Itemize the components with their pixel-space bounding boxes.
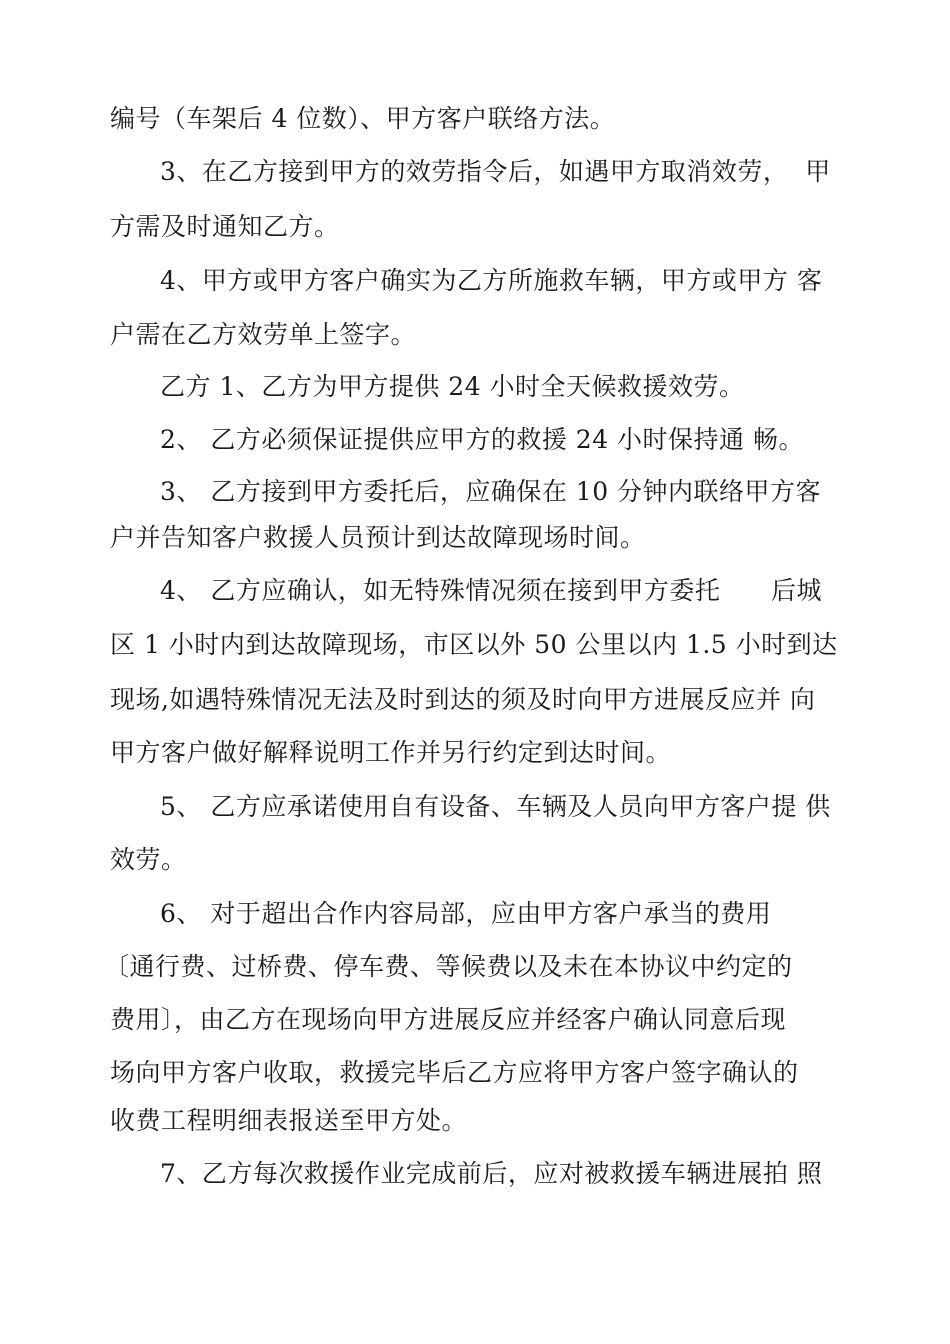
text-line-14: 5、 乙方应承诺使用自有设备、车辆及人员向甲方客户提 供 (160, 792, 831, 821)
text-line-11: 区 1 小时内到达故障现场，市区以外 50 公里以内 1.5 小时到达 (110, 630, 838, 659)
text-line-16: 6、 对于超出合作内容局部，应由甲方客户承当的费用 (160, 899, 772, 928)
text-line-3: 方需及时通知乙方。 (110, 212, 340, 241)
text-line-15: 效劳。 (110, 845, 187, 874)
text-line-2: 3、在乙方接到甲方的效劳指令后，如遇甲方取消效劳， 甲 (160, 157, 831, 186)
text-line-9: 户并告知客户救援人员预计到达故障现场时间。 (110, 523, 646, 552)
text-line-1: 编号（车架后 4 位数）、甲方客户联络方法。 (110, 104, 616, 133)
text-line-13: 甲方客户做好解释说明工作并另行约定到达时间。 (110, 738, 672, 767)
text-line-21: 7、乙方每次救援作业完成前后，应对被救援车辆进展拍 照 (160, 1159, 823, 1188)
text-line-17: 〔通行费、过桥费、停车费、等候费以及未在本协议中约定的 (104, 952, 793, 981)
text-line-20: 收费工程明细表报送至甲方处。 (110, 1106, 468, 1135)
text-line-10: 4、 乙方应确认，如无特殊情况须在接到甲方委托 后城 (160, 576, 823, 605)
text-line-12: 现场,如遇特殊情况无法及时到达的须及时向甲方进展反应并 向 (110, 685, 816, 714)
text-line-8: 3、 乙方接到甲方委托后，应确保在 10 分钟内联络甲方客 (160, 477, 822, 506)
text-line-4: 4、甲方或甲方客户确实为乙方所施救车辆，甲方或甲方 客 (160, 266, 823, 295)
text-line-7: 2、 乙方必须保证提供应甲方的救援 24 小时保持通 畅。 (160, 425, 805, 454)
text-line-6: 乙方 1、乙方为甲方提供 24 小时全天候救援效劳。 (160, 372, 745, 401)
text-line-19: 场向甲方客户收取，救援完毕后乙方应将甲方客户签字确认的 (110, 1058, 799, 1087)
text-line-18: 费用〕，由乙方在现场向甲方进展反应并经客户确认同意后现 (110, 1005, 787, 1034)
text-line-5: 户需在乙方效劳单上签字。 (110, 320, 417, 349)
